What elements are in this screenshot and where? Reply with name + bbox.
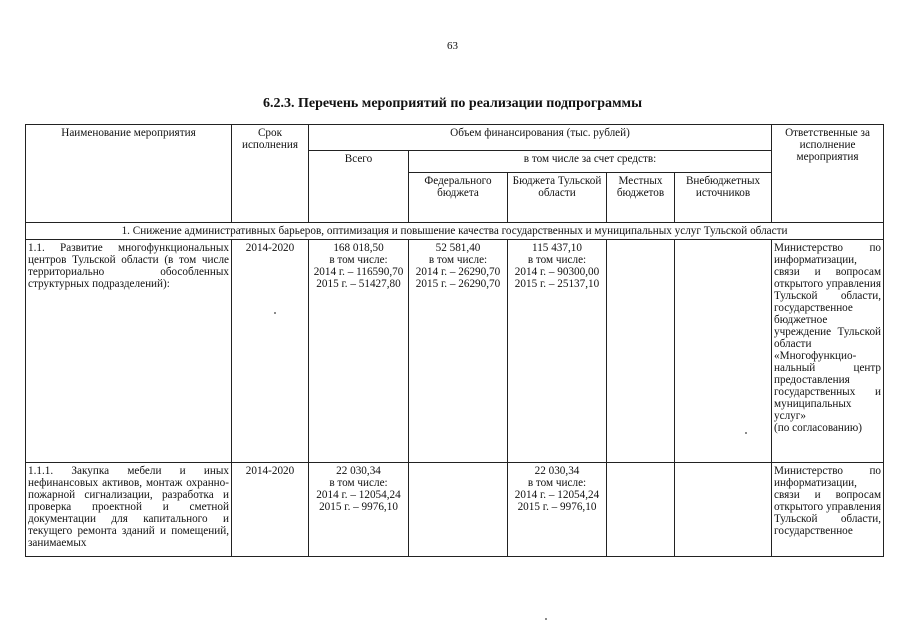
row-extra-cell <box>675 463 772 557</box>
header-federal-cell: Федерального бюджета <box>409 173 508 223</box>
row-term-cell: 2014-2020 <box>232 240 309 463</box>
row-total-cell: 168 018,50 в том числе: 2014 г. – 116590,70 2015 г. – 51427,80 <box>309 240 409 463</box>
header-extra-cell: Внебюджетных источников <box>675 173 772 223</box>
row-local-cell <box>607 240 675 463</box>
scan-speck <box>545 618 547 620</box>
row-name-cell: 1.1.1. Закупка мебели и иных нефинансовых активов, монтаж охранно-пожарной сигнализации, разработка и проверка проектной и сметной документации для капитального и текущего ремонта зданий и помещений, занимаемых <box>26 463 232 557</box>
header-row-1 <box>26 125 884 151</box>
row-federal-cell <box>409 463 508 557</box>
section-row <box>26 223 884 240</box>
row-local-cell <box>607 463 675 557</box>
scan-speck <box>745 432 747 434</box>
row-name-cell: 1.1. Развитие многофункциональных центров Тульской области (в том числе территориально обособленных структурных подразделений): <box>26 240 232 463</box>
header-term-cell: Срок исполнения <box>232 125 309 223</box>
header-responsible-cell: Ответственные за исполнение мероприятия <box>772 125 884 223</box>
header-local-cell: Местных бюджетов <box>607 173 675 223</box>
row-regional-cell: 115 437,10 в том числе: 2014 г. – 90300,00 2015 г. – 25137,10 <box>508 240 607 463</box>
section-title-cell: 1. Снижение административных барьеров, оптимизация и повышение качества государственных и муниципальных услуг Тульской области <box>26 223 884 240</box>
table-row <box>26 240 884 463</box>
table-row <box>26 463 884 557</box>
row-responsible-cell: Министерство по информатизации, связи и вопросам открытого управления Тульской области, государственное <box>772 463 884 557</box>
header-funding-cell: Объем финансирования (тыс. рублей) <box>309 125 772 151</box>
row-responsible-cell: Министерство по информатизации, связи и вопросам открытого управления Тульской области, государственное бюджетное учреждение Тульской области «Многофункцио-нальный центр предоставления государственных и муниципальных услуг» (по согласованию) <box>772 240 884 463</box>
document-heading: 6.2.3. Перечень мероприятий по реализации подпрограммы <box>262 96 643 111</box>
header-including-cell: в том числе за счет средств: <box>409 151 772 173</box>
page-number: 63 <box>447 40 458 52</box>
header-total-cell: Всего <box>309 151 409 223</box>
row-federal-cell: 52 581,40 в том числе: 2014 г. – 26290,70 2015 г. – 26290,70 <box>409 240 508 463</box>
row-extra-cell <box>675 240 772 463</box>
scan-speck <box>274 312 276 314</box>
header-name-cell: Наименование мероприятия <box>26 125 232 223</box>
header-regional-cell: Бюджета Тульской области <box>508 173 607 223</box>
activities-table <box>25 124 884 557</box>
row-total-cell: 22 030,34 в том числе: 2014 г. – 12054,24 2015 г. – 9976,10 <box>309 463 409 557</box>
row-term-cell: 2014-2020 <box>232 463 309 557</box>
row-regional-cell: 22 030,34 в том числе: 2014 г. – 12054,24 2015 г. – 9976,10 <box>508 463 607 557</box>
